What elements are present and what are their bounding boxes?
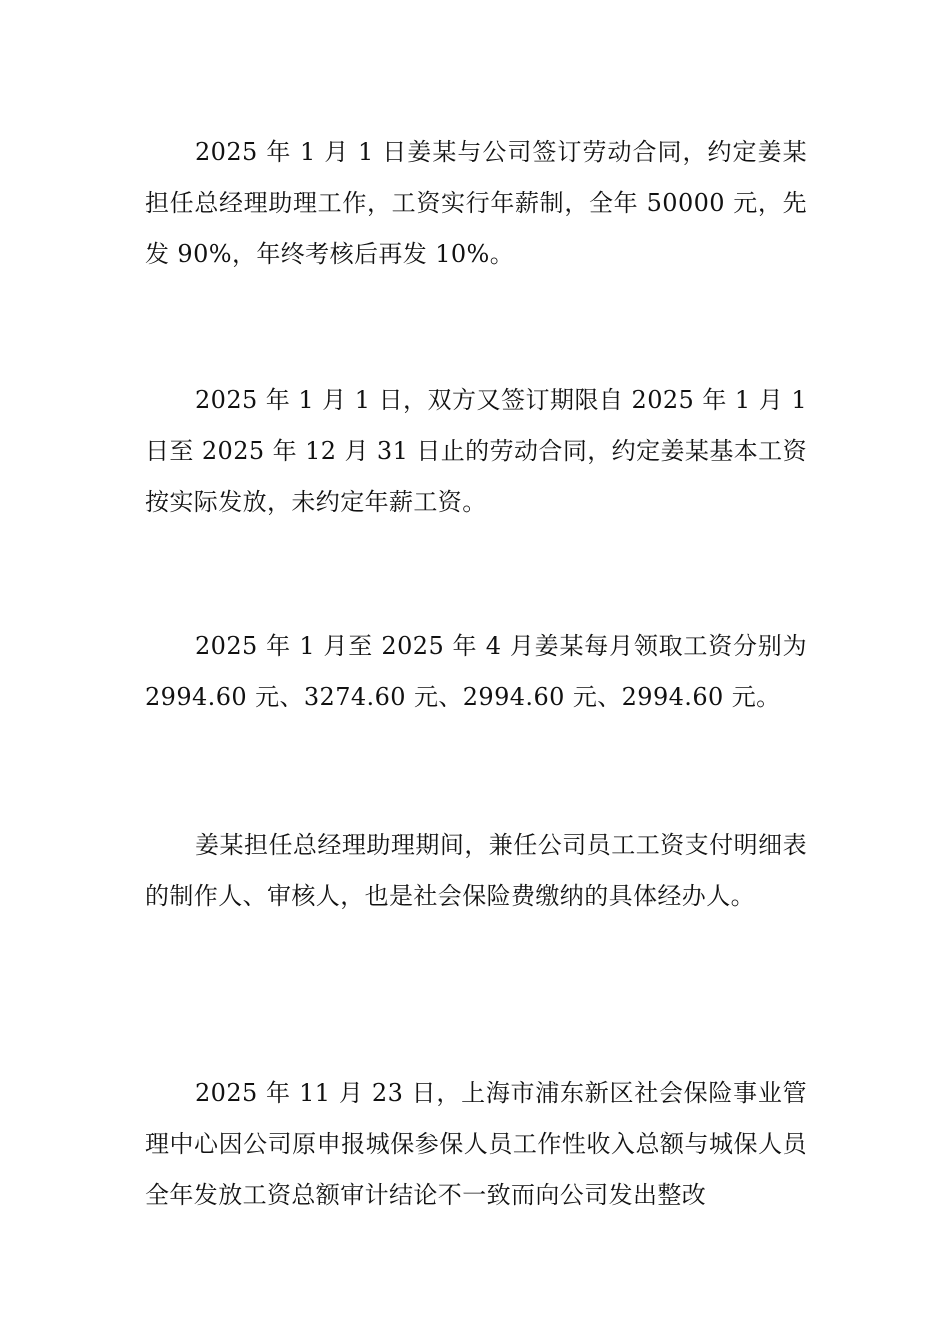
paragraph-contract-signing: 2025 年 1 月 1 日姜某与公司签订劳动合同，约定姜某担任总经理助理工作，工资实行年薪制，全年 50000 元，先发 90%，年终考核后再发 10%。 [145, 138, 807, 268]
paragraph-rectification-notice: 2025 年 11 月 23 日，上海市浦东新区社会保险事业管理中心因公司原申报城保参保人员工作性收入总额与城保人员全年发放工资总额审计结论不一致而向公司发出整改 [145, 1079, 807, 1209]
paragraph-concurrent-duties: 姜某担任总经理助理期间，兼任公司员工工资支付明细表的制作人、审核人，也是社会保险费缴纳的具体经办人。 [145, 831, 807, 910]
paragraph-monthly-wages: 2025 年 1 月至 2025 年 4 月姜某每月领取工资分别为 2994.60 元、3274.60 元、2994.60 元、2994.60 元。 [145, 632, 807, 711]
paragraph-second-contract: 2025 年 1 月 1 日，双方又签订期限自 2025 年 1 月 1 日至 2025 年 12 月 31 日止的劳动合同，约定姜某基本工资按实际发放，未约定年薪工资。 [145, 386, 807, 516]
